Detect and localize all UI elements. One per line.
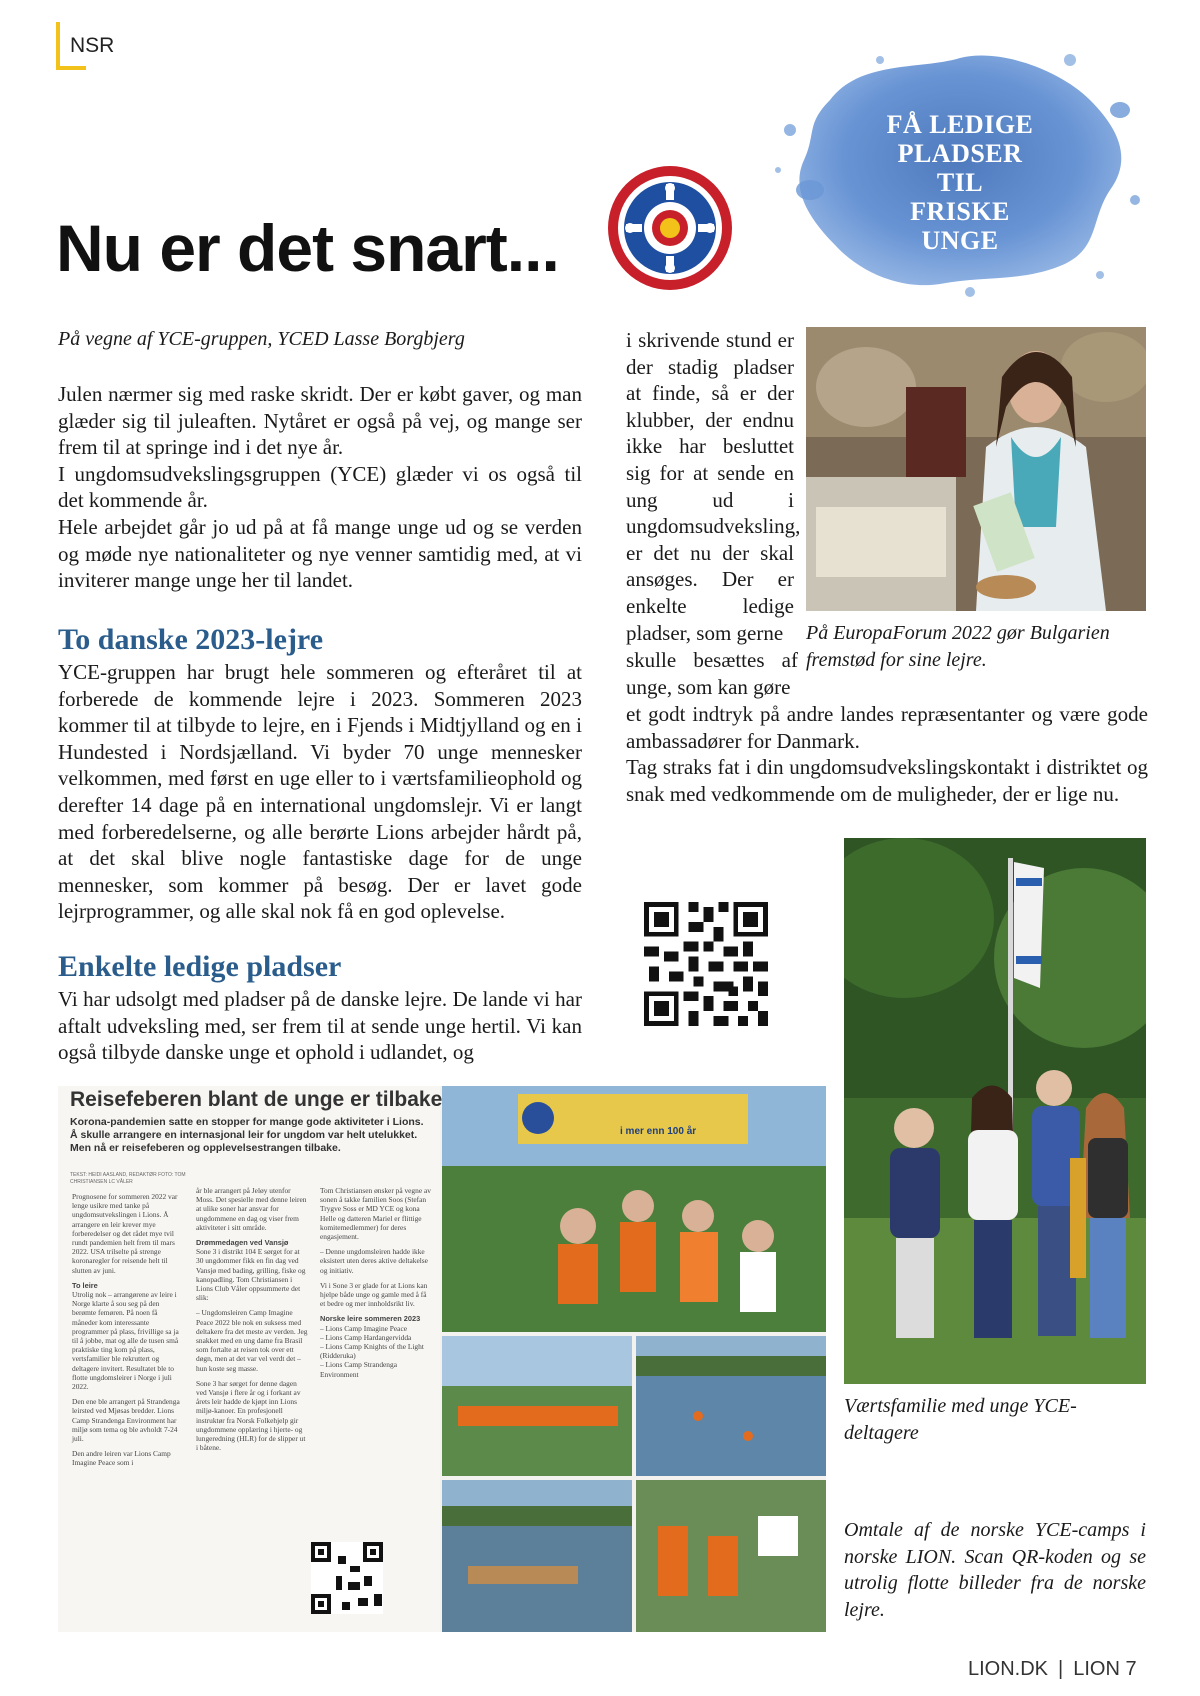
intro-text <box>58 381 582 594</box>
badge-line: PLADSER <box>897 139 1023 168</box>
continued-paragraph: et godt indtryk på andre landes repræsentanter og være gode ambassadører for Danmark. <box>626 702 1148 753</box>
page-footer <box>968 1658 1137 1681</box>
intro-paragraph: I ungdomsudvekslingsgruppen (YCE) glæder vi os også til det kommende år. <box>58 461 582 513</box>
clipping-paragraph: Utrolig nok – arrangørene av leire i Norge klarte å sou seg på den berømte femøren. På noen få måneder kom interessante programmer på plass, frivillige sa ja til å jobbe, mat og alle de tusen små praktiske ting kom på plass, vertsfamilier ble rekruttert og deltagere invitert. Resultatet ble to flotte ungdomsleirer i Norge i juli 2022. <box>72 1290 179 1392</box>
section-heading: To danske 2023-lejre <box>58 623 324 656</box>
footer-page-number: LION 7 <box>1073 1658 1137 1680</box>
clipping-headline: Reisefeberen blant de unge er tilbake <box>70 1088 443 1111</box>
badge-line: UNGE <box>921 226 999 255</box>
clipping-list-item: – Lions Camp Imagine Peace <box>320 1323 408 1333</box>
clipping-paragraph: – Ungdomsleiren Camp Imagine Peace 2022 ble nok en suksess med deltakere fra det meste av verden. Jeg snakket med en ung dame fra Brasil som fortalte at reisen tok over ett døgn, men at det var vel verdt det – hun koste seg masse. <box>196 1308 308 1373</box>
caption-europaforum: På EuropaForum 2022 gør Bulgarien fremstød for sine lejre. <box>806 622 1110 671</box>
clipping-banner: i mer enn 100 år <box>620 1126 697 1137</box>
photo-europaforum <box>806 327 1146 611</box>
caption-host-family: Værtsfamilie med unge YCE-deltagere <box>844 1395 1077 1444</box>
clipping-subheading: Drømmedagen ved Vansjø <box>196 1238 289 1248</box>
section-text: YCE-gruppen har brugt hele sommeren og efteråret til at forberede de kommende lejre i 2023. Sommeren 2023 kommer til at tilbyde to lejre, en i Fjends i Midtjylland og en i Hundested i Nordsjælland. Vi byder 70 unge mennesker velkommen, med først en uge eller to i værtsfamilieophold og derefter 14 dage på en international ungdomslejr. Vi er langt med forberedelserne, og alle berørte Lions arbejder hårdt på, at det skal blive nogle fantastiske dage for de unge mennesker, som kommer på besøg. Der er lavet gode lejrprogrammer, og alle skal nok få en god oplevelse. <box>58 660 582 924</box>
footer-site[interactable]: LION.DK <box>968 1658 1049 1680</box>
section-tag-bar <box>56 22 60 70</box>
clipping-subheading: Norske leire sommeren 2023 <box>320 1314 421 1324</box>
section-heading: Enkelte ledige pladser <box>58 950 342 983</box>
clipping-column <box>320 1186 432 1379</box>
continued-text: i skrivende stund er der stadig pladser at finde, så er der klubber, der endnu ikke har besluttet sig for at sende en ung ud i ungdomsudveksling, er det nu der skal ansøges. Der er enkelte ledige pladser, som gerne <box>626 328 801 645</box>
section-tag: NSR <box>70 34 115 57</box>
qr-code[interactable] <box>644 902 768 1026</box>
clipping-list-item: – Lions Camp Strandenga Environment <box>320 1360 397 1379</box>
clipping-paragraph: Sone 3 i distrikt 104 E sørget for at 30 ungdommer fikk en fin dag ved Vansjø med bading, grilling, fiske og kanopadling. Tom Christiansen i Lions Club Våler oppsummerte det slik: <box>196 1247 306 1303</box>
intro-paragraph: Hele arbejdet går jo ud på at få mange unge ud og se verden og møde nye nationaliteter og nye venner samtidig med, at vi inviterer mange unge her til landet. <box>58 514 582 593</box>
badge-line: FÅ LEDIGE <box>886 110 1034 139</box>
clipping-paragraph: – Denne ungdomsleiren hadde ikke eksistert uten deres aktive deltakelse og initiativ. <box>320 1247 428 1275</box>
intro-paragraph: Julen nærmer sig med raske skridt. Der er købt gaver, og man glæder sig til juleaften. Nytåret er også på vej, og mange ser frem til at springe ind i det nye år. <box>58 382 582 460</box>
badge-text <box>850 110 1070 255</box>
clipping-list-item: – Lions Camp Knights of the Light (Ridderuka) <box>320 1342 424 1361</box>
clipping-credit: TEKST: HEIDI AASLAND, REDAKTØR FOTO: TOM CHRISTIANSEN LC VÅLER <box>70 1172 186 1185</box>
clipping-paragraph: Den andre leiren var Lions Camp Imagine Peace som i <box>72 1449 171 1468</box>
byline: På vegne af YCE-gruppen, YCED Lasse Borgbjerg <box>58 328 465 350</box>
continued-paragraph: Tag straks fat i din ungdomsudvekslingskontakt i distriktet og snak med vedkommende om de muligheder, der er lige nu. <box>626 755 1148 806</box>
yce-logo <box>606 164 734 292</box>
clipping-paragraph: år ble arrangert på Jeløy utenfor Moss. Det spesielle med denne leiren at ulike soner har ansvar for ungdommene en dag og viser frem aktiviteter i sitt område. <box>196 1186 307 1232</box>
badge-line: FRISKE <box>910 197 1010 226</box>
section-text: Vi har udsolgt med pladser på de danske lejre. De lande vi har aftalt udveksling med, ser frem til at sende unge hertil. Vi kan også tilbyde danske unge et ophold i udlandet, og <box>58 987 582 1065</box>
continued-text-short: skulle besættes af unge, som kan gøre <box>626 648 798 699</box>
clipping-lead: Korona-pandemien satte en stopper for mange gode aktiviteter i Lions. Å skulle arrangere en internasjonal leir for ungdom var helt utelukket. Men nå er reisefeberen og opplevelsestrangen tilbake. <box>70 1116 424 1154</box>
photo-host-family <box>844 838 1146 1384</box>
clipping-column <box>196 1186 308 1452</box>
clipping-paragraph: Tom Christiansen ønsker på vegne av sonen å takke familien Soos (Stefan Trygve Soss er MD YCE og kona Helle og datteren Mariel er flittige komitemedlemmer) for deres engasjement. <box>320 1186 431 1242</box>
clipping-subheading: To leire <box>72 1280 98 1290</box>
badge-line: TIL <box>936 168 984 197</box>
continued-text-wide <box>626 701 1148 807</box>
clipping-paragraph: Den ene ble arrangert på Strandenga leirsted ved Mjøsas bredder. Lions Camp Strandenga Environment har miljø som tema og ble avholdt 7-24 juli. <box>72 1397 180 1444</box>
clipping-column <box>72 1192 180 1468</box>
clipping-paragraph: Vi i Sone 3 er glade for at Lions kan hjelpe både unge og gamle med å få et bedre og mer innholdsrikt liv. <box>320 1280 428 1309</box>
caption-norwegian-camps: Omtale af de norske YCE-camps i norske LION. Scan QR-koden og se utrolig flotte billeder fra de norske lejre. <box>844 1519 1146 1621</box>
clipping-paragraph: Sone 3 har sørget for denne dagen ved Vansjø i flere år og i forkant av årets leir hadde de kjøpt inn Lions miljø-kanoer. En profesjonell instruktør fra Norsk Folkehjelp gir ungdommene opplæring i hjerte- og lungeredning (HLR) for de slipper ut i båtene. <box>196 1378 306 1453</box>
section-tag-bar-foot <box>56 66 86 70</box>
footer-separator: | <box>1058 1658 1064 1680</box>
page-title: Nu er det snart... <box>56 211 559 285</box>
clipping-list-item: – Lions Camp Hardangervidda <box>320 1332 412 1342</box>
clipping-paragraph: Prognosene for sommeren 2022 var lenge usikre med tanke på ungdomsutvekslingen i Lions. Å arrangere en leir krever mye forberedelser og det rådet mye tvil rundt pandemien helt frem til mars 2022. USA trilselte på strenge koronaregler for reisende helt til slutten av juni. <box>72 1192 178 1275</box>
